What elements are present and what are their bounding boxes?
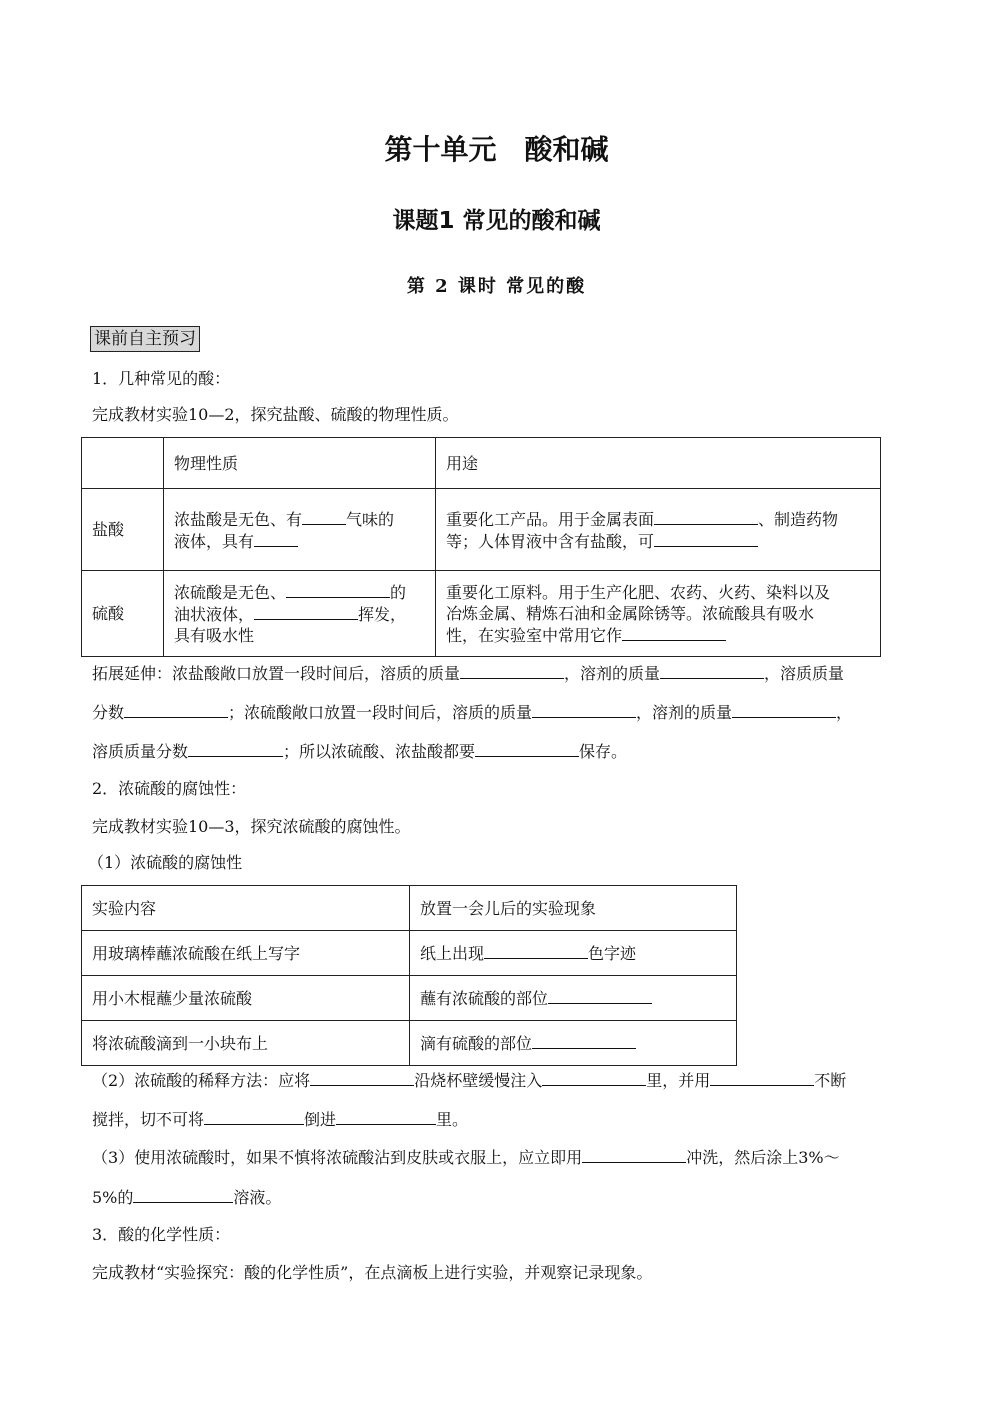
dilution-line-1: （2）浓硫酸的稀释方法：应将 沿烧杯壁缓慢注入 里，并用 不断 bbox=[92, 1071, 847, 1090]
experiment-observation: 滴有硫酸的部位 bbox=[410, 1021, 737, 1066]
table-header-row bbox=[82, 438, 881, 489]
cell-line: 浓盐酸是无色、有 气味的 bbox=[174, 509, 395, 529]
answer-blank[interactable] bbox=[124, 701, 228, 718]
section2-intro: 完成教材实验10—3，探究浓硫酸的腐蚀性。 bbox=[92, 817, 411, 836]
cell-line: 冶炼金属、精炼石油和金属除锈等。浓硫酸具有吸水 bbox=[446, 603, 815, 623]
answer-blank[interactable] bbox=[310, 1069, 414, 1086]
table-row bbox=[82, 1021, 737, 1066]
table-row bbox=[82, 976, 737, 1021]
answer-blank[interactable] bbox=[475, 740, 579, 757]
cell-line: 等；人体胃液中含有盐酸，可 bbox=[446, 530, 870, 552]
cell-line: 浓硫酸是无色、 的 bbox=[174, 583, 407, 602]
safety-line-1: （3）使用浓硫酸时，如果不慎将浓硫酸沾到皮肤或衣服上，应立即用 冲洗，然后涂上3%～ bbox=[92, 1148, 840, 1167]
acid-name: 盐酸 bbox=[82, 489, 164, 571]
hcl-physical-cell bbox=[164, 489, 436, 571]
answer-blank[interactable] bbox=[254, 603, 358, 620]
answer-blank[interactable] bbox=[622, 624, 726, 641]
experiment-content: 用玻璃棒蘸浓硫酸在纸上写字 bbox=[82, 931, 410, 976]
section1-heading: 1．几种常见的酸： bbox=[92, 369, 231, 388]
answer-blank[interactable] bbox=[710, 1069, 814, 1086]
answer-blank[interactable] bbox=[204, 1108, 304, 1125]
extension-line-1: 拓展延伸：浓盐酸敞口放置一段时间后，溶质的质量 ，溶剂的质量 ，溶质质量 bbox=[92, 664, 845, 683]
answer-blank[interactable] bbox=[302, 508, 346, 525]
answer-blank[interactable] bbox=[336, 1108, 436, 1125]
answer-blank[interactable] bbox=[654, 508, 758, 525]
answer-blank[interactable] bbox=[542, 1069, 646, 1086]
table-header-cell bbox=[82, 438, 164, 489]
answer-blank[interactable] bbox=[660, 662, 764, 679]
table-header-cell: 实验内容 bbox=[82, 886, 410, 931]
answer-blank[interactable] bbox=[133, 1186, 233, 1203]
cell-line: 具有吸水性 bbox=[174, 626, 255, 645]
answer-blank[interactable] bbox=[532, 701, 636, 718]
answer-blank[interactable] bbox=[654, 530, 758, 547]
h2so4-use-cell bbox=[436, 571, 881, 657]
answer-blank[interactable] bbox=[254, 530, 298, 547]
table-row bbox=[82, 931, 737, 976]
preview-badge: 课前自主预习 bbox=[90, 326, 200, 352]
h2so4-physical-cell bbox=[164, 571, 436, 657]
table-header-cell: 物理性质 bbox=[164, 438, 436, 489]
acid-name: 硫酸 bbox=[82, 571, 164, 657]
extension-line-3: 溶质质量分数 ；所以浓硫酸、浓盐酸都要 保存。 bbox=[92, 742, 628, 761]
experiment-observation: 纸上出现 色字迹 bbox=[410, 931, 737, 976]
lesson-title: 课题1 常见的酸和碱 bbox=[392, 208, 601, 234]
section3-intro: 完成教材“实验探究：酸的化学性质”，在点滴板上进行实验，并观察记录现象。 bbox=[92, 1263, 653, 1282]
section3-heading: 3．酸的化学性质： bbox=[92, 1225, 231, 1244]
period-title: 第 2 课时 常见的酸 bbox=[406, 276, 587, 297]
answer-blank[interactable] bbox=[732, 701, 836, 718]
section2-heading: 2．浓硫酸的腐蚀性： bbox=[92, 779, 247, 798]
dilution-line-2: 搅拌，切不可将 倒进 里。 bbox=[92, 1110, 469, 1129]
experiment-content: 用小木棍蘸少量浓硫酸 bbox=[82, 976, 410, 1021]
cell-line: 重要化工产品。用于金属表面 、制造药物 bbox=[446, 509, 839, 529]
unit-title: 第十单元 酸和碱 bbox=[384, 133, 609, 166]
cell-line: 重要化工原料。用于生产化肥、农药、火药、染料以及 bbox=[446, 582, 831, 602]
cell-line: 油状液体， 挥发， bbox=[174, 605, 407, 624]
table-header-row bbox=[82, 886, 737, 931]
hcl-use-cell bbox=[436, 489, 881, 571]
answer-blank[interactable] bbox=[582, 1146, 686, 1163]
answer-blank[interactable] bbox=[460, 662, 564, 679]
extension-line-2: 分数 ；浓硫酸敞口放置一段时间后，溶质的质量 ，溶剂的质量 ， bbox=[92, 703, 853, 722]
section1-intro: 完成教材实验10—2，探究盐酸、硫酸的物理性质。 bbox=[92, 405, 459, 424]
cell-line: 液体，具有 bbox=[174, 530, 425, 552]
experiment-observation: 蘸有浓硫酸的部位 bbox=[410, 976, 737, 1021]
corrosion-table bbox=[81, 885, 737, 1066]
answer-blank[interactable] bbox=[286, 581, 390, 598]
experiment-content: 将浓硫酸滴到一小块布上 bbox=[82, 1021, 410, 1066]
table-header-cell: 用途 bbox=[436, 438, 881, 489]
subsection-1: （1）浓硫酸的腐蚀性 bbox=[88, 853, 243, 872]
answer-blank[interactable] bbox=[188, 740, 283, 757]
table-row-hcl bbox=[82, 489, 881, 571]
answer-blank[interactable] bbox=[484, 942, 588, 959]
safety-line-2: 5%的 溶液。 bbox=[92, 1188, 282, 1207]
acid-properties-table bbox=[81, 437, 881, 657]
table-row-h2so4 bbox=[82, 571, 881, 657]
table-header-cell: 放置一会儿后的实验现象 bbox=[410, 886, 737, 931]
answer-blank[interactable] bbox=[532, 1032, 636, 1049]
cell-line: 性，在实验室中常用它作 bbox=[446, 624, 870, 646]
answer-blank[interactable] bbox=[548, 987, 652, 1004]
